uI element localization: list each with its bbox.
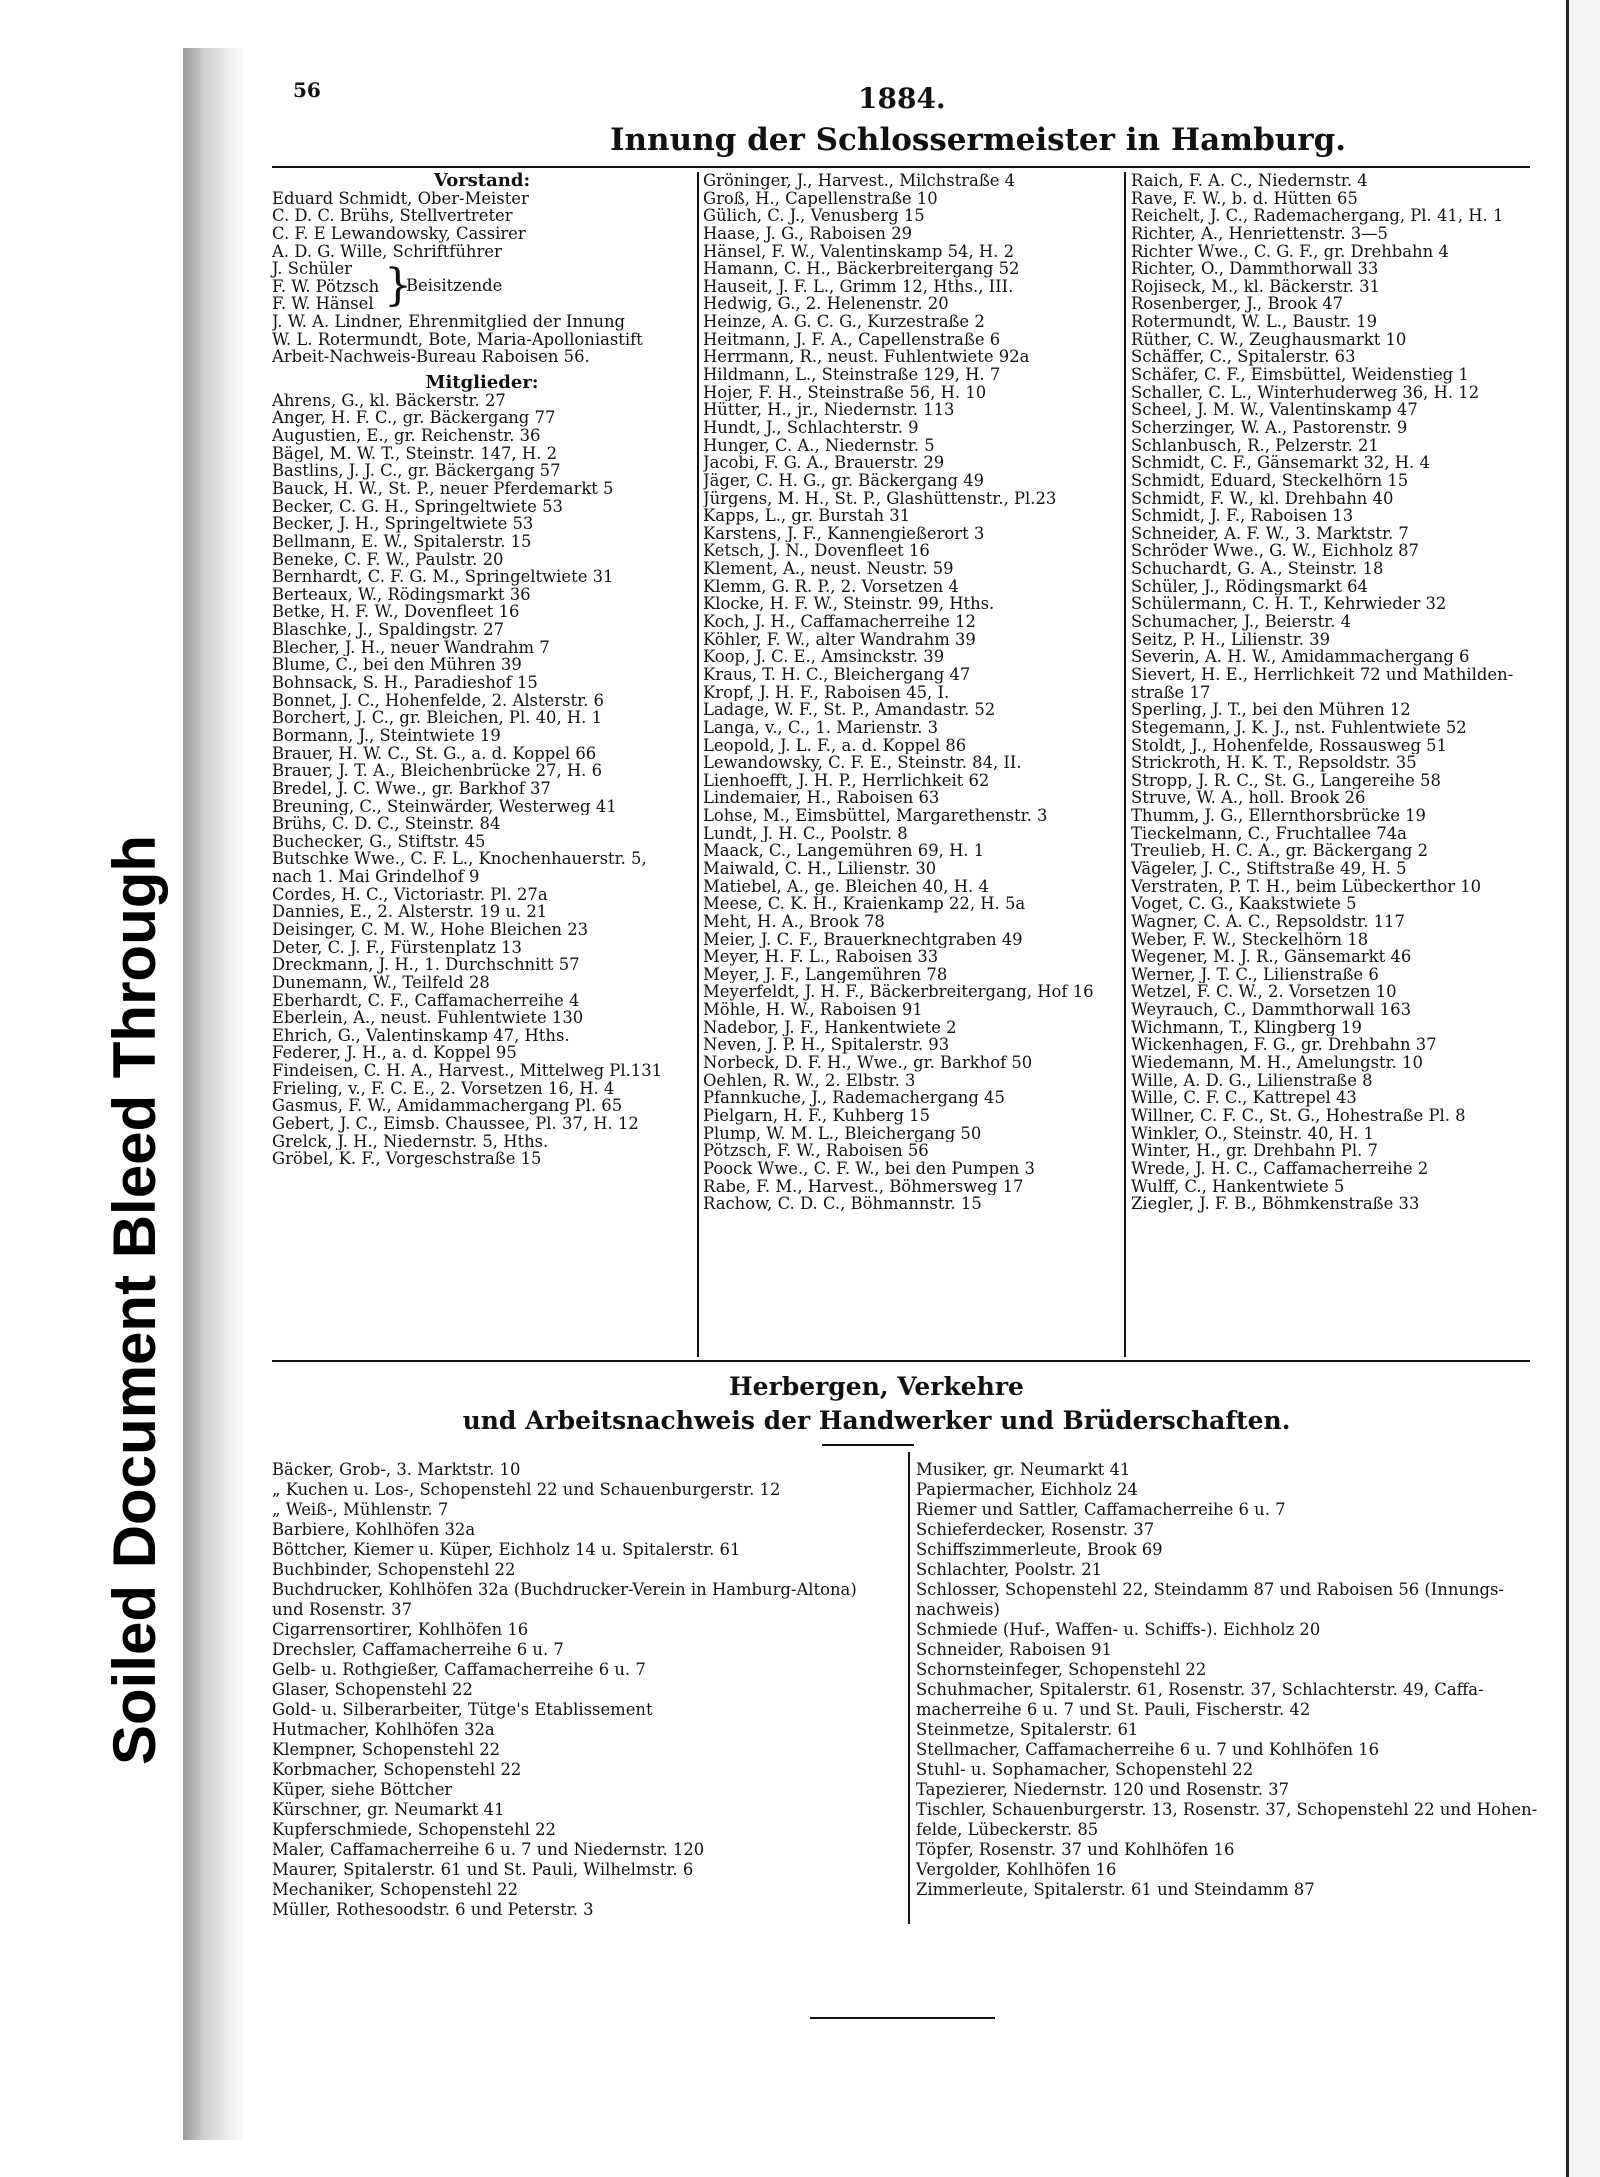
member-entry: Deisinger, C. M. W., Hohe Bleichen 23 (272, 920, 589, 939)
page-gutter-shadow (183, 48, 243, 2140)
member-entry: Koop, J. C. E., Amsinckstr. 39 (703, 648, 945, 666)
section2-short-rule (822, 1444, 914, 1446)
herberge-entry: „ Kuchen u. Los-, Schopenstehl 22 und Schauenburgerstr. 12 (272, 1480, 781, 1499)
member-entry: Tieckelmann, C., Fruchtallee 74a (1131, 824, 1407, 843)
herberge-entry: Buchbinder, Schopenstehl 22 (272, 1560, 516, 1579)
member-entry: Sperling, J. T., bei den Mühren 12 (1131, 701, 1411, 719)
member-entry: Anger, H. F. C., gr. Bäckergang 77 (272, 409, 556, 428)
member-entry: Schumacher, J., Beierstr. 4 (1131, 613, 1352, 631)
member-entry: Winter, H., gr. Drehbahn Pl. 7 (1131, 1142, 1378, 1160)
member-entry: Treulieb, H. C. A., gr. Bäckergang 2 (1131, 842, 1429, 860)
member-entry: Bellmann, E. W., Spitalerstr. 15 (272, 532, 532, 551)
herberge-entry: Schuhmacher, Spitalerstr. 61, Rosenstr. 37, Schlachterstr. 49, Caffa- (916, 1680, 1484, 1699)
vorstand-header: Vorstand: (433, 172, 531, 190)
member-entry: Rachow, C. D. C., Böhmannstr. 15 (703, 1195, 982, 1213)
member-entry: Wille, A. D. G., Lilienstraße 8 (1131, 1071, 1373, 1090)
member-entry: Rojiseck, M., kl. Bäckerstr. 31 (1131, 277, 1380, 296)
herberge-entry: Müller, Rothesoodstr. 6 und Peterstr. 3 (272, 1900, 594, 1919)
member-entry: Wille, C. F. C., Kattrepel 43 (1131, 1089, 1357, 1107)
herberge-entry: Stellmacher, Caffamacherreihe 6 u. 7 und Kohlhöfen 16 (916, 1740, 1380, 1759)
member-entry: Lundt, J. H. C., Poolstr. 8 (703, 824, 908, 843)
member-entry: Meyerfeldt, J. H. F., Bäckerbreitergang, Hof 16 (703, 983, 1094, 1002)
vorstand-extra-entry: W. L. Rotermundt, Bote, Maria-Apolloniastift (272, 330, 643, 349)
member-entry: Richter Wwe., C. G. F., gr. Drehbahn 4 (1131, 242, 1449, 261)
member-entry: Koch, J. H., Caffamacherreihe 12 (703, 613, 976, 631)
page-title: Innung der Schlossermeister in Hamburg. (610, 122, 1347, 158)
member-entry: Deter, C. J. F., Fürstenplatz 13 (272, 938, 522, 957)
herberge-entry: Gelb- u. Rothgießer, Caffamacherreihe 6 u. 7 (272, 1660, 646, 1679)
member-entry: Blaschke, J., Spaldingstr. 27 (272, 621, 505, 639)
vorstand-entry: Eduard Schmidt, Ober-Meister (272, 189, 529, 208)
member-entry: Wrede, J. H. C., Caffamacherreihe 2 (1131, 1159, 1429, 1178)
member-entry: Betke, H. F. W., Dovenfleet 16 (272, 603, 520, 622)
member-entry: Hütter, H., jr., Niedernstr. 113 (703, 401, 955, 419)
member-entry: Blume, C., bei den Mühren 39 (272, 656, 522, 675)
member-entry: Dunemann, W., Teilfeld 28 (272, 973, 490, 992)
herberge-entry: Kürschner, gr. Neumarkt 41 (272, 1800, 505, 1819)
member-entry: Ladage, W. F., St. P., Amandastr. 52 (703, 701, 996, 719)
herberge-entry: felde, Lübeckerstr. 85 (916, 1820, 1099, 1839)
column-divider-1 (697, 172, 699, 1357)
herbergen-right (916, 1460, 1556, 1900)
member-entry: Jürgens, M. H., St. P., Glashüttenstr., Pl.23 (703, 489, 1057, 508)
member-entry: Pielgarn, H. F., Kuhberg 15 (703, 1106, 931, 1125)
member-entry: Schaller, C. L., Winterhuderweg 36, H. 12 (1131, 383, 1480, 402)
member-entry: Brühs, C. D. C., Steinstr. 84 (272, 815, 501, 833)
herberge-entry: Schneider, Raboisen 91 (916, 1640, 1112, 1659)
member-entry: Becker, J. H., Springeltwiete 53 (272, 515, 534, 533)
member-entry: Schäfer, C. F., Eimsbüttel, Weidenstieg 1 (1131, 366, 1469, 384)
member-entry: Meyer, H. F. L., Raboisen 33 (703, 948, 939, 966)
herberge-entry: Drechsler, Caffamacherreihe 6 u. 7 (272, 1640, 564, 1659)
member-entry: Dannies, E., 2. Alsterstr. 19 u. 21 (272, 903, 548, 921)
herbergen-left-list (272, 1460, 902, 1920)
member-entry: Seitz, P. H., Lilienstr. 39 (1131, 630, 1331, 649)
section-rule (272, 1360, 1530, 1362)
member-entry: Severin, A. H. W., Amidammachergang 6 (1131, 648, 1470, 666)
herberge-entry: Riemer und Sattler, Caffamacherreihe 6 u. 7 (916, 1500, 1286, 1519)
member-entry: Rosenberger, J., Brook 47 (1131, 295, 1344, 314)
herberge-entry: Buchdrucker, Kohlhöfen 32a (Buchdrucker-Verein in Hamburg-Altona) (272, 1580, 857, 1599)
member-entry: Maiwald, C. H., Lilienstr. 30 (703, 859, 937, 878)
member-entry: Beneke, C. F. W., Paulstr. 20 (272, 550, 504, 569)
member-entry: Ziegler, J. F. B., Böhmkenstraße 33 (1131, 1195, 1420, 1213)
end-rule (810, 2017, 995, 2019)
herberge-entry: nachweis) (916, 1600, 1000, 1619)
member-entry: Schmidt, J. F., Raboisen 13 (1131, 507, 1354, 525)
member-entry: Schäffer, C., Spitalerstr. 63 (1131, 348, 1356, 367)
brace-glyph: } (384, 260, 412, 312)
member-entry: Groß, H., Capellenstraße 10 (703, 189, 938, 208)
member-entry: Gebert, J. C., Eimsb. Chaussee, Pl. 37, H. 12 (272, 1115, 639, 1133)
member-entry: Schröder Wwe., G. W., Eichholz 87 (1131, 542, 1419, 561)
member-entry: Thumm, J. G., Ellernthorsbrücke 19 (1131, 807, 1426, 825)
member-entry: Richter, A., Henriettenstr. 3—5 (1131, 224, 1388, 243)
member-entry: Wiedemann, M. H., Amelungstr. 10 (1131, 1054, 1423, 1072)
member-entry: Augustien, E., gr. Reichenstr. 36 (272, 427, 541, 445)
vorstand-entry: C. D. C. Brühs, Stellvertreter (272, 207, 513, 225)
member-entry: Weber, F. W., Steckelhörn 18 (1131, 930, 1369, 949)
column-divider-2 (1124, 172, 1126, 1357)
member-entry: Schmidt, Eduard, Steckelhörn 15 (1131, 471, 1409, 490)
beisitzer-entry: F. W. Hänsel (272, 294, 374, 314)
member-entry: Oehlen, R. W., 2. Elbstr. 3 (703, 1071, 916, 1090)
member-entry: Hojer, F. H., Steinstraße 56, H. 10 (703, 383, 987, 402)
beisitzende-label: Beisitzende (406, 276, 503, 296)
member-entry: Möhle, H. W., Raboisen 91 (703, 1001, 923, 1019)
column-3 (1131, 172, 1551, 1213)
member-entry: Struve, W. A., holl. Brook 26 (1131, 789, 1366, 808)
section2-title-line2: und Arbeitsnachweis der Handwerker und Brüderschaften. (462, 1406, 1291, 1435)
member-entry: Rüther, C. W., Zeughausmarkt 10 (1131, 330, 1407, 349)
member-entry: Bohnsack, S. H., Paradieshof 15 (272, 674, 538, 692)
herberge-entry: macherreihe 6 u. 7 und St. Pauli, Fischerstr. 42 (916, 1700, 1311, 1719)
page-right-edge (1566, 0, 1600, 2177)
member-entry: Eberlein, A., neust. Fuhlentwiete 130 (272, 1009, 584, 1027)
vorstand-list (272, 190, 692, 261)
member-entry: Bastlins, J. J. C., gr. Bäckergang 57 (272, 462, 561, 480)
member-entry: Karstens, J. F., Kannengießerort 3 (703, 524, 985, 543)
beisitzer-entry: F. W. Pötzsch (272, 276, 380, 296)
member-entry: Hauseit, J. F. L., Grimm 12, Hths., III. (703, 277, 1014, 296)
herbergen-right-list (916, 1460, 1556, 1900)
member-entry: Köhler, F. W., alter Wandrahm 39 (703, 630, 976, 649)
herberge-entry: Barbiere, Kohlhöfen 32a (272, 1520, 476, 1539)
herberge-entry: Küper, siehe Böttcher (272, 1780, 453, 1799)
herberge-entry: Zimmerleute, Spitalerstr. 61 und Steindamm 87 (916, 1880, 1315, 1899)
member-entry: Brauer, J. T. A., Bleichenbrücke 27, H. 6 (272, 762, 603, 780)
member-entry: Breuning, C., Steinwärder, Westerweg 41 (272, 797, 617, 816)
member-entry: Schüler, J., Rödingsmarkt 64 (1131, 577, 1368, 596)
herberge-entry: Cigarrensortirer, Kohlhöfen 16 (272, 1620, 529, 1639)
member-entry: Blecher, J. H., neuer Wandrahm 7 (272, 638, 550, 657)
member-entry: Kapps, L., gr. Burstah 31 (703, 507, 911, 525)
member-entry: Stoldt, J., Hohenfelde, Rossausweg 51 (1131, 736, 1448, 755)
herberge-entry: Tischler, Schauenburgerstr. 13, Rosenstr. 37, Schopenstehl 22 und Hohen- (916, 1800, 1538, 1819)
member-entry: Findeisen, C. H. A., Harvest., Mittelweg Pl.131 (272, 1062, 663, 1080)
herberge-entry: Schmiede (Huf-, Waffen- u. Schiffs-). Eichholz 20 (916, 1620, 1321, 1639)
member-entry: Jäger, C. H. G., gr. Bäckergang 49 (703, 471, 985, 490)
herberge-entry: Tapezierer, Niedernstr. 120 und Rosenstr. 37 (916, 1780, 1290, 1799)
column-1 (272, 172, 692, 1168)
member-entry: Kraus, T. H. C., Bleichergang 47 (703, 665, 971, 684)
member-entry: Hänsel, F. W., Valentinskamp 54, H. 2 (703, 242, 1015, 261)
member-entry: Lienhoefft, J. H. P., Herrlichkeit 62 (703, 771, 990, 790)
herberge-entry: und Rosenstr. 37 (272, 1600, 412, 1619)
member-entry: straße 17 (1131, 683, 1211, 702)
member-entry: Haase, J. G., Raboisen 29 (703, 224, 913, 243)
member-entry: Plump, W. M. L., Bleichergang 50 (703, 1124, 982, 1143)
herberge-entry: Schieferdecker, Rosenstr. 37 (916, 1520, 1155, 1539)
member-entry: Raich, F. A. C., Niedernstr. 4 (1131, 172, 1368, 190)
member-entry: Hundt, J., Schlachterstr. 9 (703, 418, 919, 437)
section2-divider (908, 1452, 910, 1924)
member-entry: Pötzsch, F. W., Raboisen 56 (703, 1142, 929, 1160)
member-entry: Schlanbusch, R., Pelzerstr. 21 (1131, 436, 1379, 455)
member-entry: Ketsch, J. N., Dovenfleet 16 (703, 542, 930, 561)
member-entry: Eberhardt, C. F., Caffamacherreihe 4 (272, 991, 580, 1010)
member-entry: Bernhardt, C. F. G. M., Springeltwiete 31 (272, 568, 614, 586)
herberge-entry: Mechaniker, Schopenstehl 22 (272, 1880, 519, 1899)
page-number: 56 (293, 78, 321, 102)
herberge-entry: Schornsteinfeger, Schopenstehl 22 (916, 1660, 1207, 1679)
member-entry: Stegemann, J. K. J., nst. Fuhlentwiete 52 (1131, 718, 1467, 737)
member-entry: Scherzinger, W. A., Pastorenstr. 9 (1131, 418, 1408, 437)
member-entry: Langa, v., C., 1. Marienstr. 3 (703, 718, 939, 737)
member-entry: Richter, O., Dammthorwall 33 (1131, 260, 1379, 278)
herberge-entry: Korbmacher, Schopenstehl 22 (272, 1760, 522, 1779)
member-entry: Bonnet, J. C., Hohenfelde, 2. Alsterstr. 6 (272, 691, 604, 710)
member-entry: Gülich, C. J., Venusberg 15 (703, 207, 925, 225)
members-list-col1 (272, 392, 692, 1168)
herberge-entry: Vergolder, Kohlhöfen 16 (916, 1860, 1117, 1879)
herberge-entry: Töpfer, Rosenstr. 37 und Kohlhöfen 16 (916, 1840, 1235, 1859)
member-entry: Norbeck, D. F. H., Wwe., gr. Barkhof 50 (703, 1054, 1033, 1072)
mitglieder-header: Mitglieder: (425, 374, 539, 392)
section2-title-line1: Herbergen, Verkehre (729, 1372, 1024, 1401)
herbergen-left (272, 1460, 902, 1920)
member-entry: Rotermundt, W. L., Baustr. 19 (1131, 313, 1378, 331)
herberge-entry: Klempner, Schopenstehl 22 (272, 1740, 501, 1759)
herberge-entry: Bäcker, Grob-, 3. Marktstr. 10 (272, 1460, 521, 1479)
member-entry: Neven, J. P. H., Spitalerstr. 93 (703, 1036, 950, 1055)
member-entry: Meier, J. C. F., Brauerknechtgraben 49 (703, 930, 1023, 949)
member-entry: Schülermann, C. H. T., Kehrwieder 32 (1131, 595, 1447, 614)
member-entry: Willner, C. F. C., St. G., Hohestraße Pl. 8 (1131, 1106, 1466, 1125)
soiled-document-stamp: Soiled Document Bleed Through (101, 834, 168, 1765)
member-entry: Stropp, J. R. C., St. G., Langereihe 58 (1131, 771, 1441, 790)
member-entry: Hamann, C. H., Bäckerbreitergang 52 (703, 260, 1020, 278)
member-entry: Bormann, J., Steintwiete 19 (272, 726, 501, 745)
member-entry: Schuchardt, G. A., Steinstr. 18 (1131, 560, 1384, 578)
member-entry: Lewandowsky, C. F. E., Steinstr. 84, II. (703, 754, 1022, 772)
member-entry: Gröbel, K. F., Vorgeschstraße 15 (272, 1150, 542, 1168)
member-entry: Borchert, J. C., gr. Bleichen, Pl. 40, H. 1 (272, 709, 603, 727)
member-entry: Cordes, H. C., Victoriastr. Pl. 27a (272, 885, 548, 904)
member-entry: Kropf, J. H. F., Raboisen 45, I. (703, 683, 950, 702)
member-entry: Frieling, v., F. C. E., 2. Vorsetzen 16, H. 4 (272, 1079, 615, 1098)
member-entry: Pfannkuche, J., Rademachergang 45 (703, 1089, 1005, 1107)
member-entry: Wulff, C., Hankentwiete 5 (1131, 1177, 1345, 1196)
beisitzer-entry: J. Schüler (272, 259, 353, 279)
member-entry: Ahrens, G., kl. Bäckerstr. 27 (272, 391, 506, 410)
vorstand-extra-entry: Arbeit-Nachweis-Bureau Raboisen 56. (272, 348, 590, 367)
member-entry: Berteaux, W., Rödingsmarkt 36 (272, 585, 531, 604)
member-entry: Wichmann, T., Klingberg 19 (1131, 1018, 1362, 1037)
member-entry: Nadebor, J. F., Hankentwiete 2 (703, 1018, 957, 1037)
member-entry: Meese, C. K. H., Kraienkamp 22, H. 5a (703, 895, 1026, 913)
member-entry: Brauer, H. W. C., St. G., a. d. Koppel 66 (272, 744, 597, 763)
herberge-entry: Schlosser, Schopenstehl 22, Steindamm 87 und Raboisen 56 (Innungs- (916, 1580, 1504, 1599)
members-list-col3 (1131, 172, 1551, 1213)
member-entry: nach 1. Mai Grindelhof 9 (272, 868, 480, 886)
member-entry: Ehrich, G., Valentinskamp 47, Hths. (272, 1026, 570, 1045)
member-entry: Voget, C. G., Kaakstwiete 5 (1131, 895, 1357, 913)
member-entry: Wegener, M. J. R., Gänsemarkt 46 (1131, 948, 1412, 966)
member-entry: Rave, F. W., b. d. Hütten 65 (1131, 189, 1358, 208)
member-entry: Meyer, J. F., Langemühren 78 (703, 965, 948, 984)
member-entry: Poock Wwe., C. F. W., bei den Pumpen 3 (703, 1159, 1035, 1178)
herberge-entry: Schiffszimmerleute, Brook 69 (916, 1540, 1163, 1559)
member-entry: Jacobi, F. G. A., Brauerstr. 29 (703, 454, 945, 472)
member-entry: Scheel, J. M. W., Valentinskamp 47 (1131, 401, 1418, 419)
member-entry: Werner, J. T. C., Lilienstraße 6 (1131, 965, 1379, 984)
member-entry: Bägel, M. W. T., Steinstr. 147, H. 2 (272, 444, 558, 463)
member-entry: Strickroth, H. K. T., Repsoldstr. 35 (1131, 754, 1417, 772)
member-entry: Gröninger, J., Harvest., Milchstraße 4 (703, 172, 1016, 190)
herberge-entry: Böttcher, Kiemer u. Küper, Eichholz 14 u. Spitalerstr. 61 (272, 1540, 741, 1559)
herberge-entry: Steinmetze, Spitalerstr. 61 (916, 1720, 1139, 1739)
members-list-col2 (703, 172, 1118, 1213)
herberge-entry: Schlachter, Poolstr. 21 (916, 1560, 1103, 1579)
member-entry: Schmidt, F. W., kl. Drehbahn 40 (1131, 489, 1394, 508)
member-entry: Grelck, J. H., Niedernstr. 5, Hths. (272, 1132, 549, 1151)
member-entry: Bredel, J. C. Wwe., gr. Barkhof 37 (272, 779, 551, 798)
member-entry: Herrmann, R., neust. Fuhlentwiete 92a (703, 348, 1030, 367)
herberge-entry: Musiker, gr. Neumarkt 41 (916, 1460, 1131, 1479)
member-entry: Meht, H. A., Brook 78 (703, 912, 885, 931)
herberge-entry: „ Weiß-, Mühlenstr. 7 (272, 1500, 449, 1519)
member-entry: Klemm, G. R. P., 2. Vorsetzen 4 (703, 577, 959, 596)
herberge-entry: Stuhl- u. Sophamacher, Schopenstehl 22 (916, 1760, 1254, 1779)
herberge-entry: Maurer, Spitalerstr. 61 und St. Pauli, Wilhelmstr. 6 (272, 1860, 694, 1879)
member-entry: Sievert, H. E., Herrlichkeit 72 und Mathilden- (1131, 665, 1514, 684)
member-entry: Klocke, H. F. W., Steinstr. 99, Hths. (703, 595, 995, 614)
member-entry: Leopold, J. L. F., a. d. Koppel 86 (703, 736, 967, 755)
herberge-entry: Papiermacher, Eichholz 24 (916, 1480, 1138, 1499)
year-heading: 1884. (858, 82, 946, 115)
member-entry: Heinze, A. G. C. G., Kurzestraße 2 (703, 313, 985, 331)
member-entry: Wetzel, F. C. W., 2. Vorsetzen 10 (1131, 983, 1397, 1002)
herberge-entry: Gold- u. Silberarbeiter, Tütge's Etablissement (272, 1700, 653, 1719)
member-entry: Buchecker, G., Stiftstr. 45 (272, 832, 486, 851)
member-entry: Butschke Wwe., C. F. L., Knochenhauerstr. 5, (272, 850, 647, 869)
vorstand-extra-list (272, 313, 692, 366)
column-2 (703, 172, 1118, 1213)
member-entry: Becker, C. G. H., Springeltwiete 53 (272, 497, 563, 516)
herberge-entry: Maler, Caffamacherreihe 6 u. 7 und Niedernstr. 120 (272, 1840, 705, 1859)
member-entry: Maack, C., Langemühren 69, H. 1 (703, 842, 985, 860)
vorstand-entry: A. D. G. Wille, Schriftführer (272, 242, 502, 261)
vorstand-entry: C. F. E Lewandowsky, Cassirer (272, 224, 526, 243)
member-entry: Lohse, M., Eimsbüttel, Margarethenstr. 3 (703, 807, 1048, 825)
member-entry: Hildmann, L., Steinstraße 129, H. 7 (703, 366, 1001, 384)
member-entry: Wagner, C. A. C., Repsoldstr. 117 (1131, 912, 1405, 931)
herberge-entry: Kupferschmiede, Schopenstehl 22 (272, 1820, 556, 1839)
member-entry: Wickenhagen, F. G., gr. Drehbahn 37 (1131, 1036, 1437, 1055)
member-entry: Gasmus, F. W., Amidammachergang Pl. 65 (272, 1097, 623, 1116)
member-entry: Weyrauch, C., Dammthorwall 163 (1131, 1001, 1412, 1019)
member-entry: Lindemaier, H., Raboisen 63 (703, 789, 940, 808)
member-entry: Heitmann, J. F. A., Capellenstraße 6 (703, 330, 1001, 349)
member-entry: Schneider, A. F. W., 3. Marktstr. 7 (1131, 524, 1409, 543)
member-entry: Schmidt, C. F., Gänsemarkt 32, H. 4 (1131, 454, 1430, 472)
member-entry: Vägeler, J. C., Stiftstraße 49, H. 5 (1131, 859, 1407, 878)
vorstand-extra-entry: J. W. A. Lindner, Ehrenmitglied der Innung (272, 313, 626, 331)
beisitzende-block (272, 260, 692, 313)
member-entry: Matiebel, A., ge. Bleichen 40, H. 4 (703, 877, 989, 896)
member-entry: Hunger, C. A., Niedernstr. 5 (703, 436, 935, 455)
member-entry: Verstraten, P. T. H., beim Lübeckerthor 10 (1131, 877, 1482, 896)
member-entry: Reichelt, J. C., Rademachergang, Pl. 41, H. 1 (1131, 207, 1504, 225)
member-entry: Bauck, H. W., St. P., neuer Pferdemarkt 5 (272, 479, 614, 498)
herberge-entry: Hutmacher, Kohlhöfen 32a (272, 1720, 495, 1739)
member-entry: Rabe, F. M., Harvest., Böhmersweg 17 (703, 1177, 1024, 1196)
member-entry: Klement, A., neust. Neustr. 59 (703, 560, 954, 578)
member-entry: Federer, J. H., a. d. Koppel 95 (272, 1044, 517, 1063)
title-rule (272, 166, 1530, 168)
member-entry: Dreckmann, J. H., 1. Durchschnitt 57 (272, 956, 580, 974)
member-entry: Winkler, O., Steinstr. 40, H. 1 (1131, 1124, 1374, 1143)
herberge-entry: Glaser, Schopenstehl 22 (272, 1680, 473, 1699)
member-entry: Hedwig, G., 2. Helenenstr. 20 (703, 295, 949, 314)
